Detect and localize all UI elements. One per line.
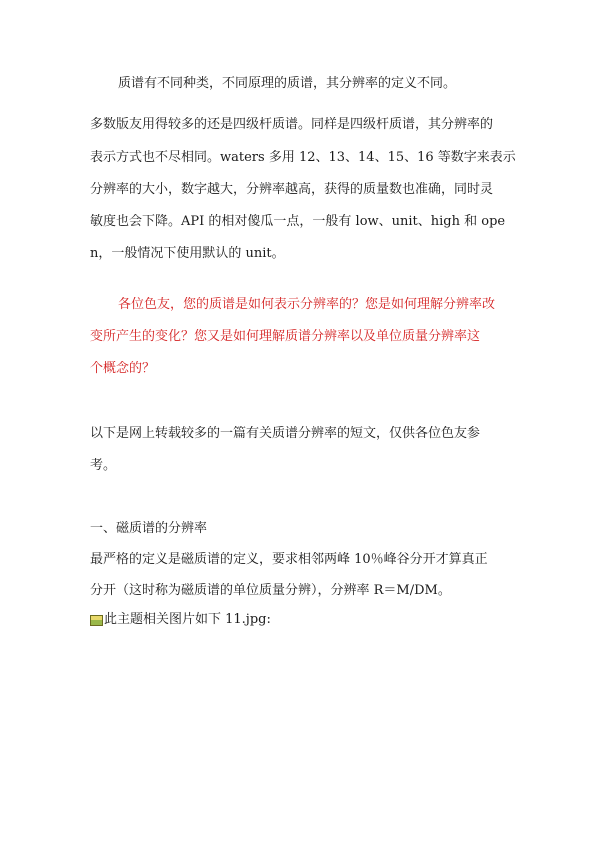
reference-intro-line: 以下是网上转载较多的一篇有关质谱分辨率的短文，仅供各位色友参 [90, 426, 481, 441]
image-caption[interactable] [90, 612, 271, 628]
reference-intro-line: 考。 [90, 458, 117, 473]
paragraph-quadrupole-line: 多数版友用得较多的还是四级杆质谱。同样是四级杆质谱，其分辨率的 [90, 117, 494, 132]
section-body-line: 分开（这时称为磁质谱的单位质量分辨），分辨率 R＝M/DM。 [90, 583, 451, 598]
paragraph-quadrupole-line: 分辨率的大小，数字越大，分辨率越高，获得的质量数也准确，同时灵 [90, 182, 494, 197]
question-line: 个概念的？ [90, 361, 156, 376]
image-icon [90, 615, 103, 626]
question-line: 各位色友，您的质谱是如何表示分辨率的？您是如何理解分辨率改 [118, 297, 496, 312]
section-body-line: 最严格的定义是磁质谱的定义，要求相邻两峰 10％峰谷分开才算真正 [90, 552, 488, 567]
question-line: 变所产生的变化？您又是如何理解质谱分辨率以及单位质量分辨率这 [90, 329, 481, 344]
paragraph-quadrupole-line: 表示方式也不尽相同。waters 多用 12、13、14、15、16 等数字来表示 [90, 150, 516, 165]
image-caption-text: 此主题相关图片如下 11.jpg: [104, 612, 271, 627]
paragraph-quadrupole-line: 敏度也会下降。API 的相对傻瓜一点，一般有 low、unit、high 和 ope [90, 214, 506, 229]
paragraph-quadrupole-line: n，一般情况下使用默认的 unit。 [90, 246, 285, 261]
paragraph-intro-line: 质谱有不同种类，不同原理的质谱，其分辨率的定义不同。 [118, 76, 457, 91]
section-heading: 一、磁质谱的分辨率 [90, 521, 208, 536]
